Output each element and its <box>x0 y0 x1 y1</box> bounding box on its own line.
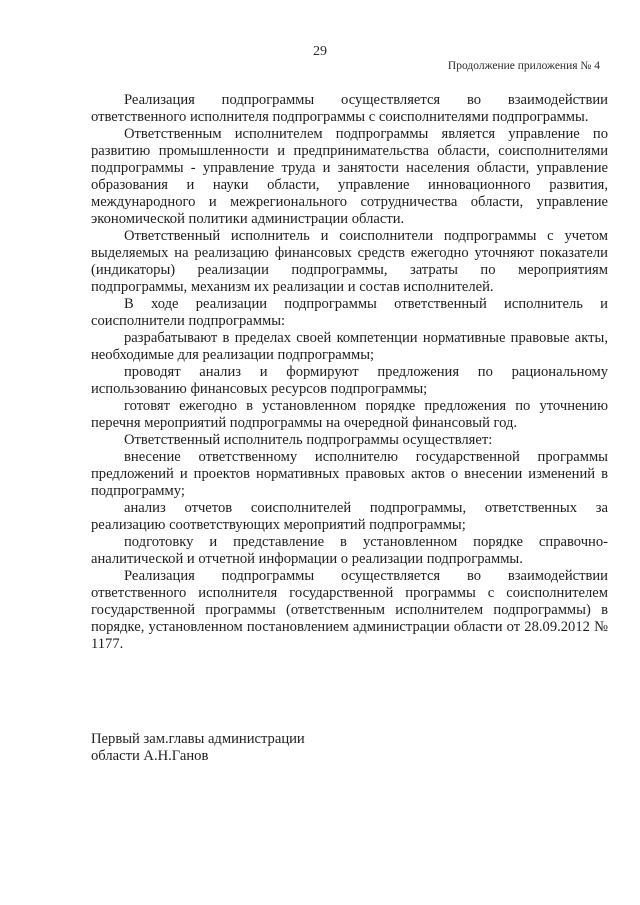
signatory-name: области А.Н.Ганов <box>91 748 209 764</box>
paragraph: В ходе реализации подпрограммы ответственный исполнитель и соисполнители подпрограммы: <box>91 296 608 329</box>
document-body <box>91 92 608 653</box>
signature-block <box>91 731 305 765</box>
list-item: подготовку и представление в установленном порядке справочно-аналитической и отчетной информации о реализации подпрограммы. <box>91 534 608 567</box>
list-item: внесение ответственному исполнителю государственной программы предложений и проектов нормативных правовых актов о внесении изменений в подпрограмму; <box>91 449 608 499</box>
list-item: разрабатывают в пределах своей компетенции нормативные правовые акты, необходимые для реализации подпрограммы; <box>91 330 608 363</box>
list-item: готовят ежегодно в установленном порядке предложения по уточнению перечня мероприятий подпрограммы на очередной финансовый год. <box>91 398 608 431</box>
paragraph: Реализация подпрограммы осуществляется во взаимодействии ответственного исполнителя государственной программы с соисполнителем государственной программы (ответственным исполнителем подпрограммы) в порядке, установленном постановлением администрации области от 28.09.2012 № 1177. <box>91 568 608 652</box>
signatory-title: Первый зам.главы администрации <box>91 731 305 747</box>
paragraph: Реализация подпрограммы осуществляется во взаимодействии ответственного исполнителя подпрограммы с соисполнителями подпрограммы. <box>91 92 608 125</box>
appendix-continuation-note: Продолжение приложения № 4 <box>447 60 600 72</box>
page-number: 29 <box>313 44 327 59</box>
list-item: анализ отчетов соисполнителей подпрограммы, ответственных за реализацию соответствующих мероприятий подпрограммы; <box>91 500 608 533</box>
paragraph: Ответственный исполнитель и соисполнители подпрограммы с учетом выделяемых на реализацию финансовых средств ежегодно уточняют показатели (индикаторы) реализации подпрограммы, затраты по мероприятиям подпрограммы, механизм их реализации и состав исполнителей. <box>91 228 608 295</box>
paragraph: Ответственный исполнитель подпрограммы осуществляет: <box>124 432 493 448</box>
paragraph: Ответственным исполнителем подпрограммы является управление по развитию промышленности и предпринимательства области, соисполнителями подпрограммы - управление труда и занятости населения области, управление образования и науки области, управление инновационного развития, международного и межрегионального сотрудничества области, управление экономической политики администрации области. <box>91 126 608 227</box>
list-item: проводят анализ и формируют предложения по рациональному использованию финансовых ресурсов подпрограммы; <box>91 364 608 397</box>
